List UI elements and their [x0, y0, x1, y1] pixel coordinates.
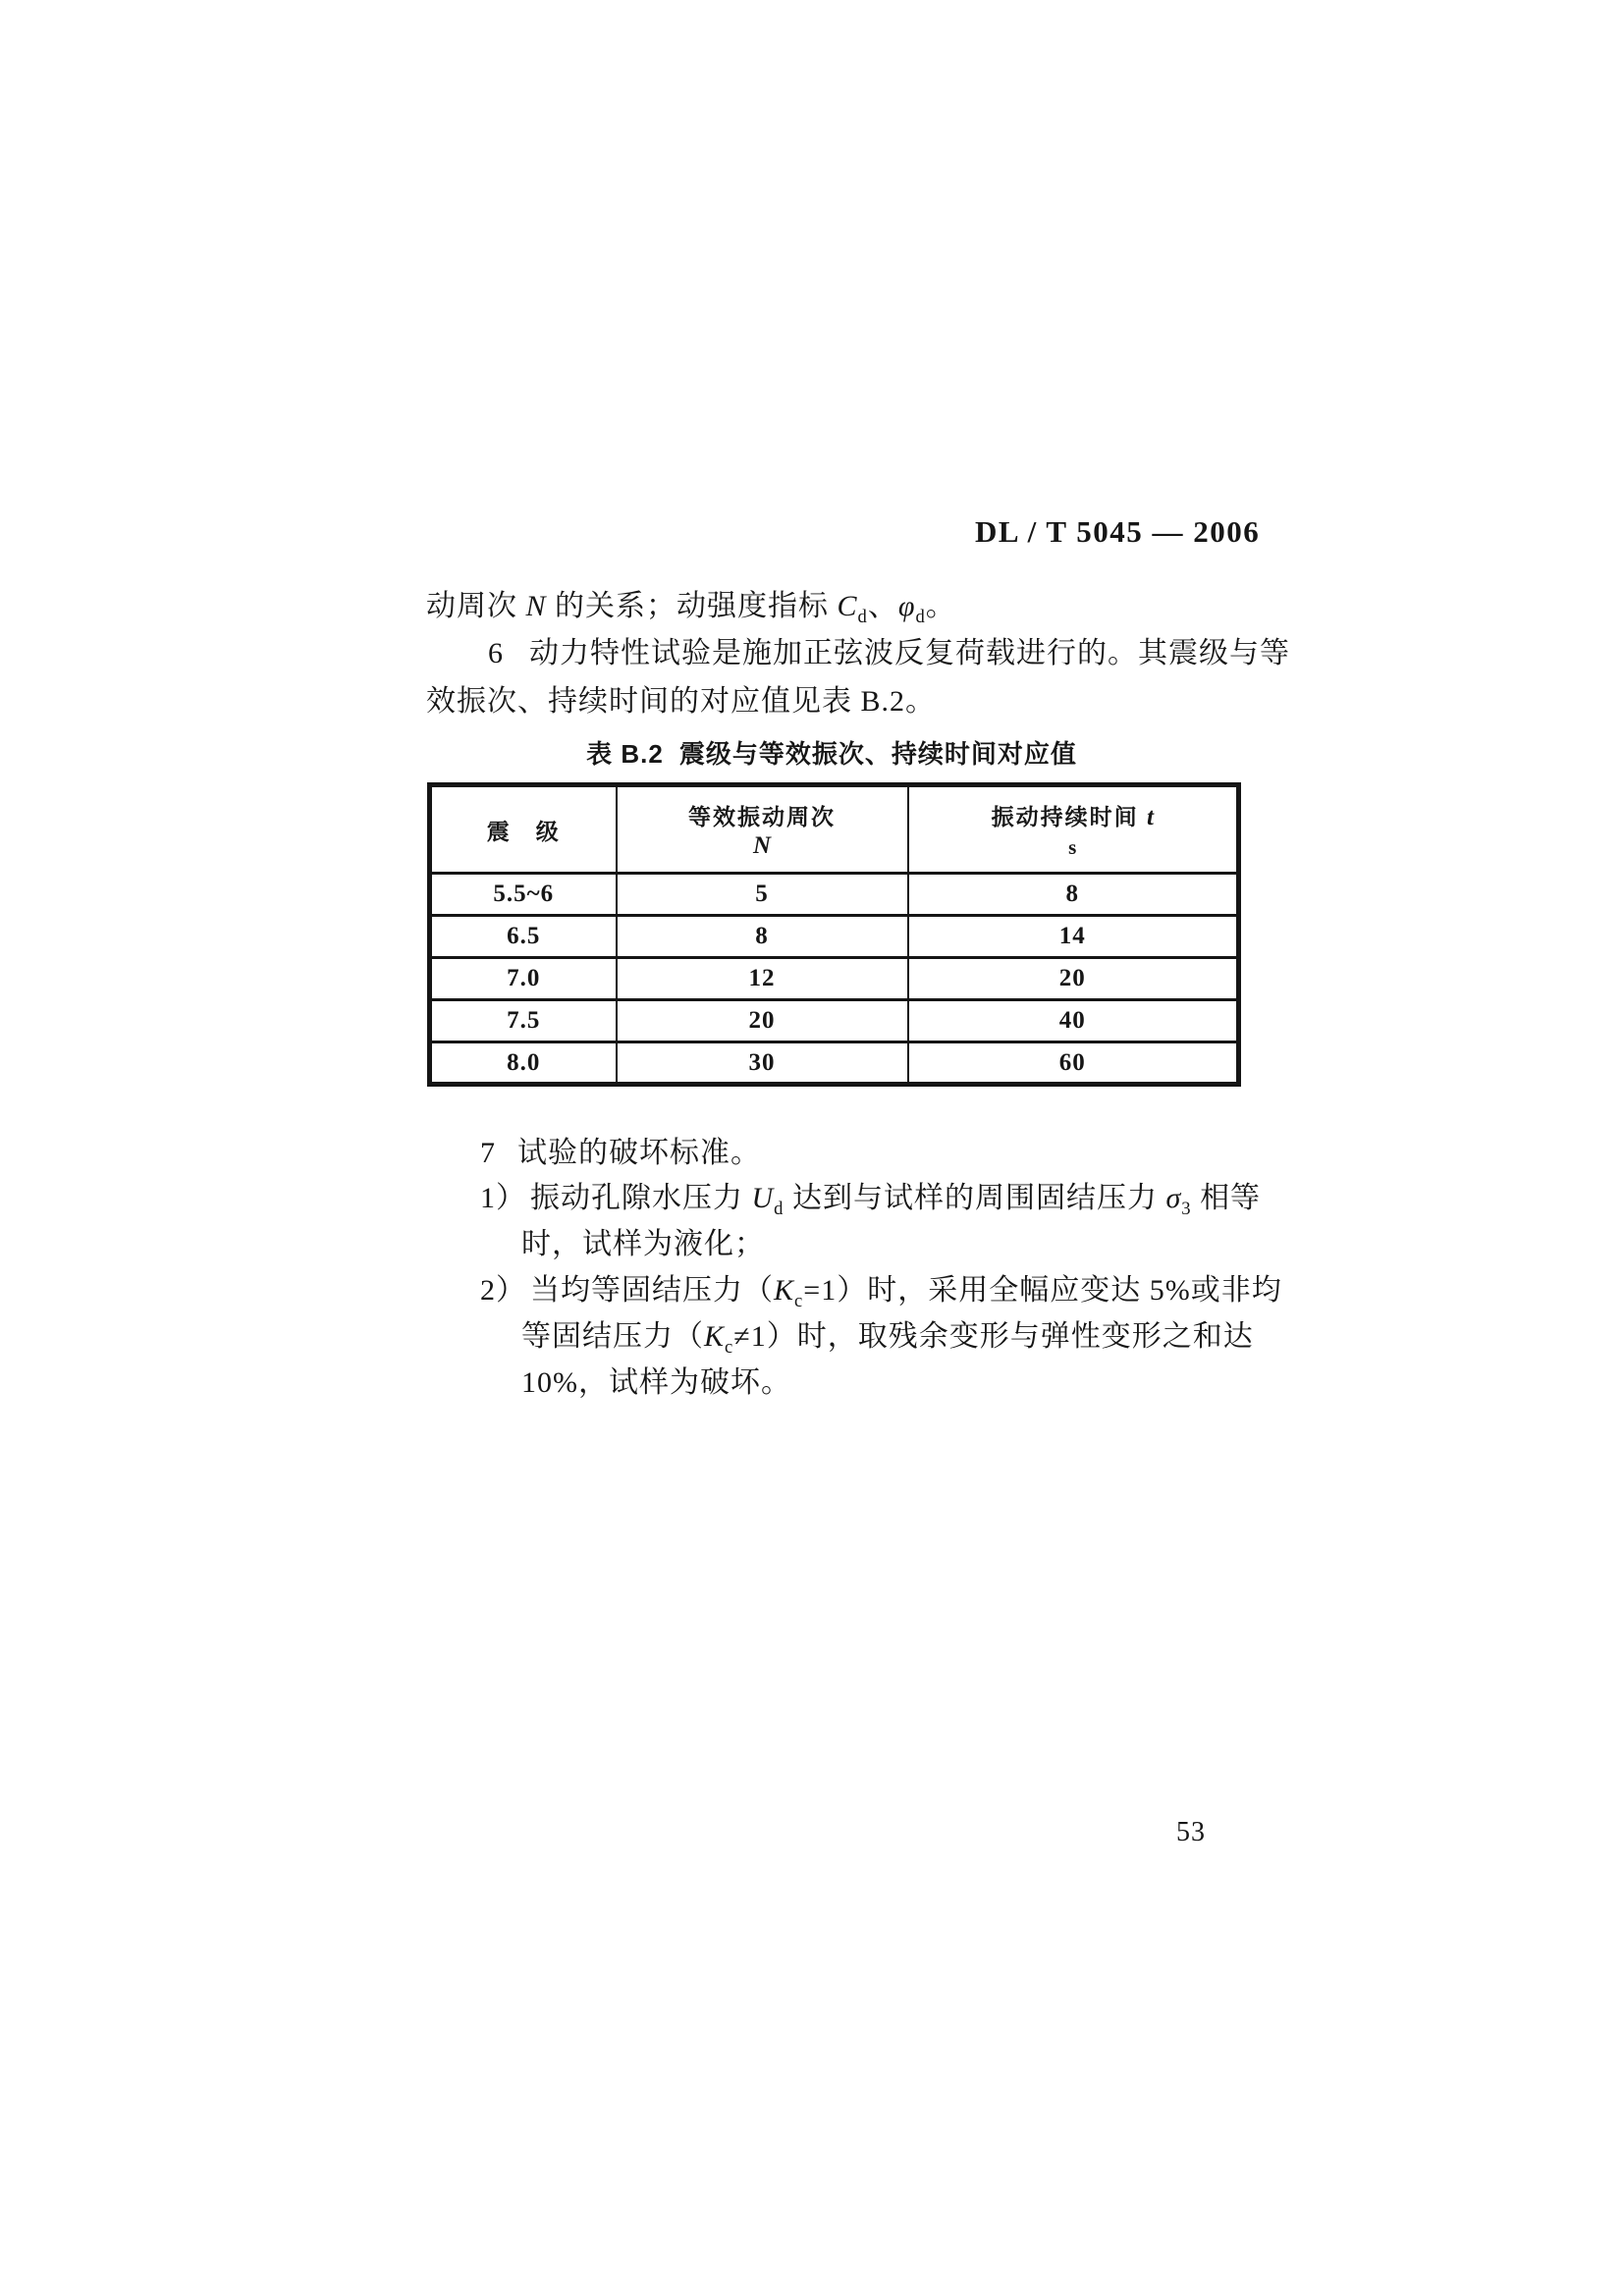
table-caption [427, 734, 1236, 771]
header-duration [908, 785, 1239, 874]
clause-6-line-2: 效振次、持续时间的对应值见表 B.2。 [426, 685, 937, 718]
clause-7-heading [480, 1134, 761, 1173]
text-run: 的关系；动强度指标 [546, 590, 838, 622]
cell-duration: 20 [908, 958, 1239, 1000]
text-run: 。 [925, 590, 956, 622]
text-run: 振动孔隙水压力 [530, 1182, 752, 1214]
cell-magnitude: 8.0 [430, 1042, 617, 1085]
list-marker: 1） [480, 1182, 526, 1214]
text-run: 等固结压力（ [521, 1320, 704, 1353]
table-b2 [427, 782, 1241, 1087]
table-caption-label: 表 B.2 [586, 739, 664, 769]
subscript-d: d [915, 607, 926, 627]
cell-cycles: 30 [617, 1042, 908, 1085]
cell-magnitude: 5.5~6 [430, 874, 617, 916]
table-row [430, 1000, 1239, 1042]
text-run: 相等 [1191, 1182, 1262, 1214]
variable-U: U [751, 1182, 775, 1214]
subscript-d: d [857, 607, 868, 627]
variable-sigma: σ [1165, 1182, 1182, 1214]
text-run: ≠1）时，取残余变形与弹性变形之和达 [733, 1320, 1254, 1353]
subscript-c: c [725, 1337, 734, 1358]
header-duration-unit: s [1068, 835, 1077, 859]
intro-line-1 [426, 587, 956, 626]
cell-duration: 60 [908, 1042, 1239, 1085]
table-caption-title: 震级与等效振次、持续时间对应值 [678, 739, 1077, 769]
table-row [430, 916, 1239, 958]
table-row [430, 958, 1239, 1000]
table-row [430, 1042, 1239, 1085]
subscript-3: 3 [1181, 1199, 1192, 1219]
clause-number: 7 [480, 1137, 496, 1169]
variable-N: N [525, 590, 547, 622]
text-run: 动力特性试验是施加正弦波反复荷载进行的。其震级与等 [529, 637, 1290, 669]
criterion-1-line-1 [480, 1179, 1261, 1218]
cell-cycles: 20 [617, 1000, 908, 1042]
subscript-d: d [774, 1199, 784, 1219]
header-duration-label: 振动持续时间 t [991, 804, 1154, 830]
clause-6-line-1 [488, 634, 1290, 673]
text-run: 试验的破坏标准。 [517, 1137, 761, 1169]
criterion-2-line-2 [521, 1317, 1254, 1357]
criterion-2-line-3: 10%，试样为破坏。 [521, 1366, 791, 1399]
variable-K: K [774, 1274, 795, 1307]
header-cycles-label: 等效振动周次 [688, 804, 836, 829]
cell-duration: 14 [908, 916, 1239, 958]
cell-cycles: 5 [617, 874, 908, 916]
header-cycles [617, 785, 908, 874]
variable-phi: φ [897, 590, 916, 622]
table-row [430, 874, 1239, 916]
criterion-2-line-1 [480, 1271, 1282, 1310]
header-cycles-symbol: N [752, 832, 772, 859]
cell-cycles: 12 [617, 958, 908, 1000]
cell-duration: 8 [908, 874, 1239, 916]
variable-K: K [704, 1320, 726, 1353]
header-magnitude: 震 级 [430, 785, 617, 874]
variable-C: C [837, 590, 858, 622]
cell-magnitude: 7.0 [430, 958, 617, 1000]
text-run: 达到与试样的周围固结压力 [784, 1182, 1166, 1214]
subscript-c: c [794, 1291, 804, 1311]
variable-t: t [1146, 804, 1154, 830]
text-run: =1）时，采用全幅应变达 5%或非均 [803, 1274, 1282, 1307]
standard-number-header: DL / T 5045 — 2006 [975, 514, 1261, 549]
table-header-row [430, 785, 1239, 874]
cell-magnitude: 7.5 [430, 1000, 617, 1042]
text-run: 当均等固结压力（ [530, 1274, 774, 1307]
cell-duration: 40 [908, 1000, 1239, 1042]
cell-cycles: 8 [617, 916, 908, 958]
page-number: 53 [1176, 1817, 1206, 1847]
text-run: 动周次 [426, 590, 526, 622]
criterion-1-line-2: 时，试样为液化； [521, 1228, 765, 1260]
clause-number: 6 [488, 637, 504, 669]
text-run: 、 [867, 590, 898, 622]
list-marker: 2） [480, 1274, 526, 1307]
cell-magnitude: 6.5 [430, 916, 617, 958]
